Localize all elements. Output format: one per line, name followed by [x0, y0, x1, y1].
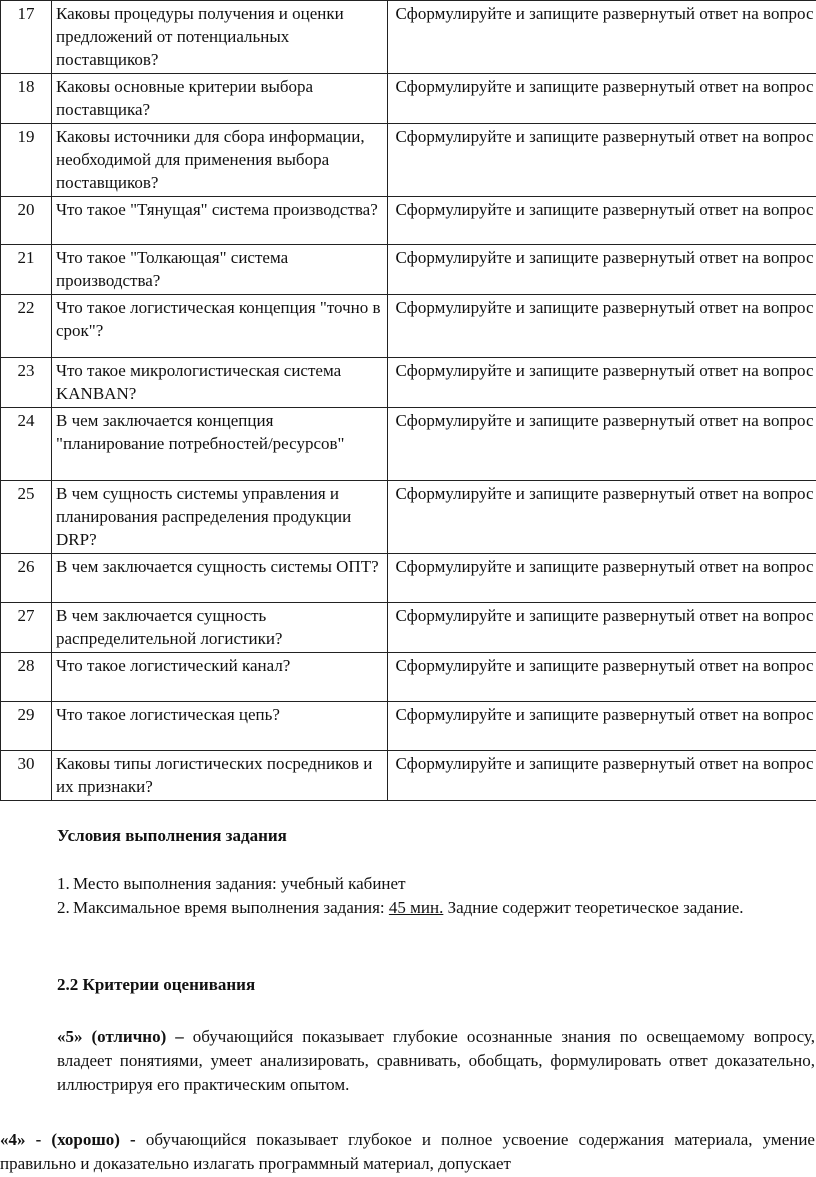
conditions-title: Условия выполнения задания — [57, 826, 287, 845]
answer-instruction: Сформулируйте и запищите развернутый ответ на вопрос — [388, 653, 816, 702]
table-row — [1, 702, 816, 751]
question-text: Что такое логистическая концепция "точно в срок"? — [52, 295, 388, 358]
grade-5-paragraph — [57, 1025, 815, 1097]
answer-instruction: Сформулируйте и запищите развернутый ответ на вопрос — [388, 408, 816, 481]
questions-table-body — [1, 1, 816, 801]
question-number: 24 — [1, 408, 52, 481]
question-number: 22 — [1, 295, 52, 358]
question-number: 28 — [1, 653, 52, 702]
question-text: В чем заключается концепция "планирование потребностей/ресурсов" — [52, 408, 388, 481]
condition-item-1 — [57, 872, 815, 895]
grade-4-paragraph — [0, 1128, 815, 1176]
question-text: Каковы основные критерии выбора поставщика? — [52, 74, 388, 124]
condition-text-2-after: Задние содержит теоретическое задание. — [443, 898, 744, 917]
condition-text-1: Место выполнения задания: учебный кабинет — [73, 874, 406, 893]
question-text: В чем сущность системы управления и планирования распределения продукции DRP? — [52, 481, 388, 554]
table-row — [1, 653, 816, 702]
table-row — [1, 603, 816, 653]
table-row — [1, 554, 816, 603]
question-number: 17 — [1, 1, 52, 74]
table-row — [1, 197, 816, 245]
answer-instruction: Сформулируйте и запищите развернутый ответ на вопрос — [388, 295, 816, 358]
table-row — [1, 751, 816, 801]
question-text: Что такое "Толкающая" система производства? — [52, 245, 388, 295]
question-number: 26 — [1, 554, 52, 603]
question-number: 19 — [1, 124, 52, 197]
answer-instruction: Сформулируйте и запищите развернутый ответ на вопрос — [388, 554, 816, 603]
answer-instruction: Сформулируйте и запищите развернутый ответ на вопрос — [388, 702, 816, 751]
question-number: 25 — [1, 481, 52, 554]
answer-instruction: Сформулируйте и запищите развернутый ответ на вопрос — [388, 245, 816, 295]
grade-5-text: обучающийся показывает глубокие осознанные знания по освещаемому вопросу, владеет понятиями, умеет анализировать, сравнивать, обобщать, формулировать ответ доказательно, иллюстрируя его практическим опытом. — [57, 1027, 815, 1094]
question-text: В чем заключается сущность системы ОПТ? — [52, 554, 388, 603]
table-row — [1, 295, 816, 358]
question-number: 30 — [1, 751, 52, 801]
condition-marker-2: 2. — [57, 898, 70, 917]
question-text: В чем заключается сущность распределительной логистики? — [52, 603, 388, 653]
question-number: 18 — [1, 74, 52, 124]
question-text: Каковы источники для сбора информации, необходимой для применения выбора поставщиков? — [52, 124, 388, 197]
table-row — [1, 245, 816, 295]
question-number: 23 — [1, 358, 52, 408]
answer-instruction: Сформулируйте и запищите развернутый ответ на вопрос — [388, 74, 816, 124]
condition-marker-1: 1. — [57, 874, 70, 893]
table-row — [1, 358, 816, 408]
answer-instruction: Сформулируйте и запищите развернутый ответ на вопрос — [388, 603, 816, 653]
answer-instruction: Сформулируйте и запищите развернутый ответ на вопрос — [388, 358, 816, 408]
table-row — [1, 74, 816, 124]
question-number: 29 — [1, 702, 52, 751]
table-row — [1, 1, 816, 74]
criteria-title: 2.2 Критерии оценивания — [57, 975, 256, 994]
question-text: Что такое логистический канал? — [52, 653, 388, 702]
conditions-list — [57, 872, 815, 919]
time-limit-value: 45 мин. — [388, 898, 444, 917]
question-number: 27 — [1, 603, 52, 653]
table-row — [1, 124, 816, 197]
question-text: Каковы типы логистических посредников и их признаки? — [52, 751, 388, 801]
grade-5-label: «5» (отлично) – — [57, 1027, 184, 1046]
question-number: 21 — [1, 245, 52, 295]
table-row — [1, 481, 816, 554]
answer-instruction: Сформулируйте и запищите развернутый ответ на вопрос — [388, 1, 816, 74]
answer-instruction: Сформулируйте и запищите развернутый ответ на вопрос — [388, 751, 816, 801]
answer-instruction: Сформулируйте и запищите развернутый ответ на вопрос — [388, 481, 816, 554]
answer-instruction: Сформулируйте и запищите развернутый ответ на вопрос — [388, 124, 816, 197]
question-text: Что такое "Тянущая" система производства? — [52, 197, 388, 245]
question-text: Что такое логистическая цепь? — [52, 702, 388, 751]
condition-text-2-before: Максимальное время выполнения задания: — [73, 898, 389, 917]
table-row — [1, 408, 816, 481]
grade-4-label: «4» - (хорошо) - — [0, 1130, 136, 1149]
question-text: Каковы процедуры получения и оценки предложений от потенциальных поставщиков? — [52, 1, 388, 74]
grade-4-text: обучающийся показывает глубокое и полное усвоение содержания материала, умение правильно и доказательно излагать программный материал, допускает — [0, 1130, 815, 1173]
question-text: Что такое микрологистическая система KANBAN? — [52, 358, 388, 408]
answer-instruction: Сформулируйте и запищите развернутый ответ на вопрос — [388, 197, 816, 245]
question-number: 20 — [1, 197, 52, 245]
condition-item-2 — [57, 896, 815, 919]
